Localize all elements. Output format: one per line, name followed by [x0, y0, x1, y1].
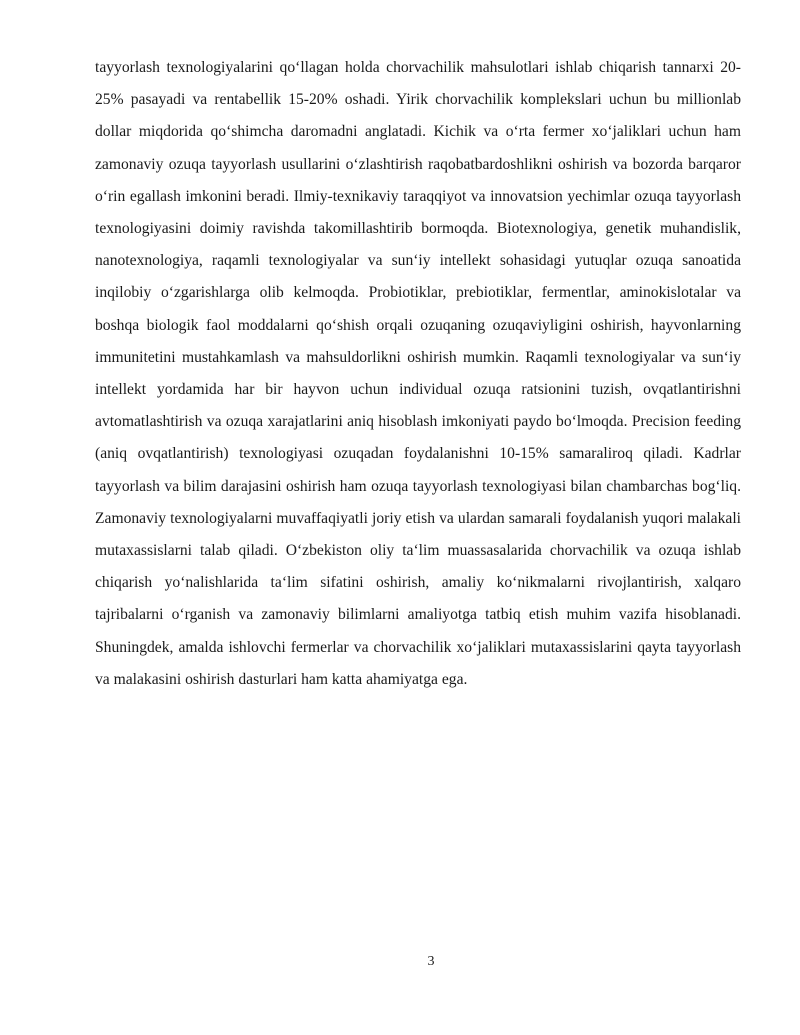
body-paragraph: tayyorlash texnologiyalarini qo‘llagan holda chorvachilik mahsulotlari ishlab chiqarish tannarxi 20-25% pasayadi va rentabellik 15-20% oshadi. Yirik chorvachilik komplekslari uchun bu millionlab dollar miqdorida qo‘shimcha daromadni anglatadi. Kichik va o‘rta fermer xo‘jaliklari uchun ham zamonaviy ozuqa tayyorlash usullarini o‘zlashtirish raqobatbardoshlikni oshirish va bozorda barqaror o‘rin egallash imkonini beradi. Ilmiy-texnikaviy taraqqiyot va innovatsion yechimlar ozuqa tayyorlash texnologiyasini doimiy ravishda takomillashtirib bormoqda. Biotexnologiya, genetik muhandislik, nanotexnologiya, raqamli texnologiyalar va sun‘iy intellekt sohasidagi yutuqlar ozuqa sanoatida inqilobiy o‘zgarishlarga olib kelmoqda. Probiotiklar, prebiotiklar, fermentlar, aminokislotalar va boshqa biologik faol moddalarni qo‘shish orqali ozuqaning ozuqaviyligini oshirish, hayvonlarning immunitetini mustahkamlash va mahsuldorlikni oshirish mumkin. Raqamli texnologiyalar va sun‘iy intellekt yordamida har bir hayvon uchun individual ozuqa ratsionini tuzish, ovqatlantirishni avtomatlashtirish va ozuqa xarajatlarini aniq hisoblash imkoniyati paydo bo‘lmoqda. Precision feeding (aniq ovqatlantirish) texnologiyasi ozuqadan foydalanishni 10-15% samaraliroq qiladi. Kadrlar tayyorlash va bilim darajasini oshirish ham ozuqa tayyorlash texnologiyasi bilan chambarchas bog‘liq. Zamonaviy texnologiyalarni muvaffaqiyatli joriy etish va ulardan samarali foydalanish yuqori malakali mutaxassislarni talab qiladi. O‘zbekiston oliy ta‘lim muassasalarida chorvachilik va ozuqa ishlab chiqarish yo‘nalishlarida ta‘lim sifatini oshirish, amaliy ko‘nikmalarni rivojlantirish, xalqaro tajribalarni o‘rganish va zamonaviy bilimlarni amaliyotga tatbiq etish muhim vazifa hisoblanadi. Shuningdek, amalda ishlovchi fermerlar va chorvachilik xo‘jaliklari mutaxassislarini qayta tayyorlash va malakasini oshirish dasturlari ham katta ahamiyatga ega. [95, 59, 741, 688]
page-number: 3 [427, 954, 435, 969]
